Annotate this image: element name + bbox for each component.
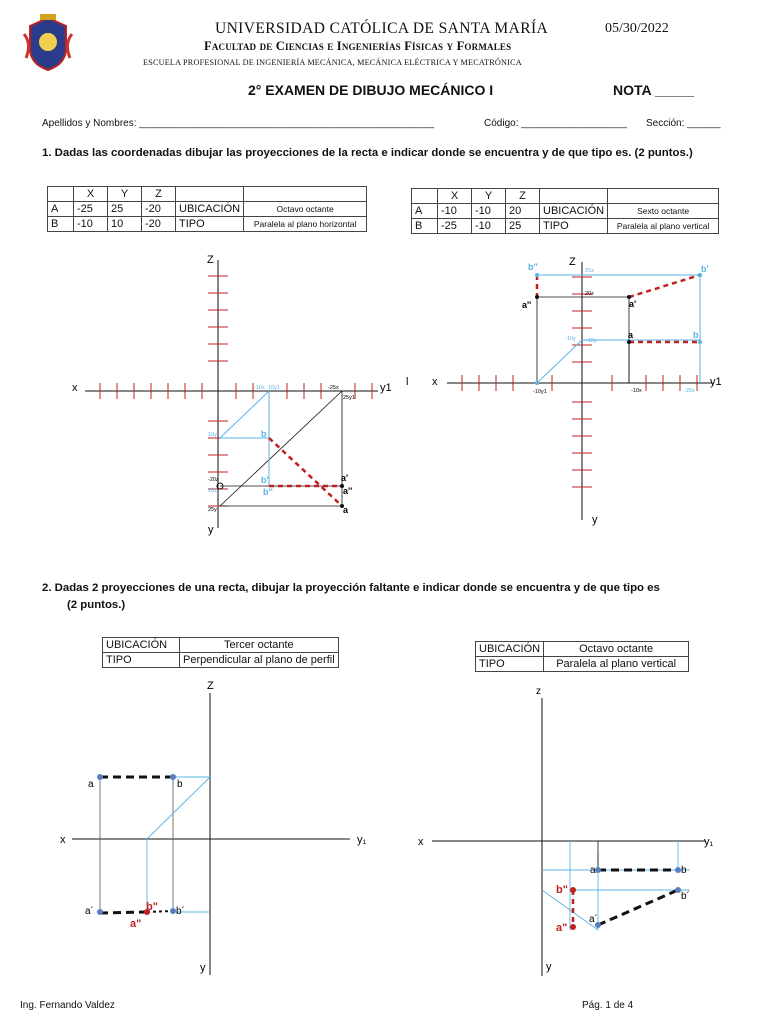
- axis-label-y: y: [592, 514, 598, 526]
- tick-label: -25x: [684, 388, 695, 394]
- point-label-a-prime: a´: [85, 906, 94, 917]
- table-cell: 10: [108, 217, 142, 232]
- table-cell: B: [48, 217, 74, 232]
- tick-label: -10y: [586, 338, 597, 344]
- point-label-a: a: [88, 779, 94, 790]
- table-cell: -20: [142, 217, 176, 232]
- table-row: [412, 219, 719, 234]
- table-cell: UBICACIÓN: [176, 202, 244, 217]
- point-label-a-second: a": [556, 922, 568, 934]
- table-row: [48, 217, 367, 232]
- table-cell: Paralela al plano horizontal: [244, 217, 367, 232]
- q1-left-projection-diagram: [60, 248, 390, 543]
- table-cell: Perpendicular al plano de perfil: [180, 653, 339, 668]
- tick-label: -10x: [254, 385, 265, 391]
- table-cell: -10: [472, 204, 506, 219]
- axis-label-y1: y₁: [704, 836, 714, 848]
- point-label-a-second: a'': [522, 300, 532, 310]
- table-cell: Octavo octante: [544, 642, 689, 657]
- axis-label-z: Z: [207, 254, 214, 266]
- tick-label: 25y1: [343, 395, 355, 401]
- axis-label-y: y: [208, 524, 214, 536]
- table-cell: TIPO: [476, 657, 544, 672]
- axis-label-y1: y1: [710, 376, 722, 388]
- question-2-text-line1: 2. Dadas 2 proyecciones de una recta, dibujar la proyección faltante e indicar donde se encuentra y de que tipo es: [42, 582, 660, 594]
- point-label-b: b: [693, 330, 699, 340]
- axis-label-x: x: [72, 382, 78, 394]
- point-label-a-prime: a´: [589, 914, 598, 925]
- tick-label: 25y: [208, 507, 217, 513]
- table-cell: X: [438, 189, 472, 204]
- table-cell: Octavo octante: [244, 202, 367, 217]
- university-crest-icon: [22, 14, 74, 72]
- table-cell: Paralela al plano vertical: [608, 219, 719, 234]
- table-row: [103, 653, 339, 668]
- table-row: [476, 657, 689, 672]
- point-label-b-second: b": [556, 884, 568, 896]
- point-label-a: a: [628, 330, 634, 340]
- q1-right-projection-diagram: [402, 250, 732, 535]
- point-label-b: b: [261, 429, 267, 439]
- table-row: [412, 204, 719, 219]
- point-label-a-second: a'': [343, 486, 353, 496]
- tick-label: -10y1: [533, 389, 547, 395]
- point-label-a-prime: a': [341, 473, 349, 483]
- table-cell: 20: [506, 204, 540, 219]
- faculty-name: Facultad de Ciencias e Ingenierías Físicas y Formales: [204, 39, 512, 53]
- point-label-a-prime: a': [629, 299, 637, 309]
- question-1-text: 1. Dadas las coordenadas dibujar las proyecciones de la recta e indicar donde se encuentra y de que tipo es. (2 puntos.): [42, 147, 693, 159]
- point-label-b-prime: b': [701, 264, 709, 274]
- tick-label: 10y: [208, 432, 217, 438]
- tick-label: -25x: [328, 385, 339, 391]
- table-cell: [244, 187, 367, 202]
- table-cell: Y: [472, 189, 506, 204]
- table-cell: -25: [438, 219, 472, 234]
- point-label-b-prime: b': [261, 475, 269, 485]
- q2-table-left: [102, 637, 339, 668]
- table-cell: TIPO: [176, 217, 244, 232]
- left-margin-mark: l: [406, 376, 409, 388]
- q2-left-projection-diagram: [50, 675, 380, 980]
- point-label-b: b: [681, 865, 687, 876]
- table-cell: 25: [108, 202, 142, 217]
- axis-label-y1: y1: [380, 382, 392, 394]
- table-cell: -10: [472, 219, 506, 234]
- point-label-a: a: [343, 505, 349, 515]
- point-label-b-prime: b´: [176, 906, 185, 917]
- point-label-b-second: b'': [528, 262, 538, 272]
- point-label-a: a: [590, 865, 596, 876]
- point-label-b: b: [177, 779, 183, 790]
- table-cell: [540, 189, 608, 204]
- table-cell: [48, 187, 74, 202]
- table-header-row: [412, 189, 719, 204]
- axis-label-x: x: [60, 834, 66, 846]
- footer-author: Ing. Fernando Valdez: [20, 1000, 115, 1011]
- axis-label-z: z: [536, 686, 541, 697]
- question-2-text-line2: (2 puntos.): [67, 599, 126, 611]
- table-cell: TIPO: [540, 219, 608, 234]
- table-cell: [608, 189, 719, 204]
- table-cell: A: [48, 202, 74, 217]
- code-field-label: Código: ___________________: [484, 118, 627, 129]
- q2-table-right: [475, 641, 689, 672]
- grade-label: NOTA _____: [613, 82, 694, 98]
- point-label-b-second: b'': [263, 487, 273, 497]
- axis-label-x: x: [432, 376, 438, 388]
- names-field-label: Apellidos y Nombres: _____________________________________________________: [42, 118, 435, 129]
- axis-label-x: x: [418, 836, 424, 848]
- table-cell: TIPO: [103, 653, 180, 668]
- tick-label: -10x: [631, 388, 642, 394]
- table-cell: -10: [438, 204, 472, 219]
- table-cell: B: [412, 219, 438, 234]
- university-name: UNIVERSIDAD CATÓLICA DE SANTA MARÍA: [215, 20, 549, 37]
- point-label-b-second: b": [146, 901, 158, 913]
- exam-date: 05/30/2022: [605, 21, 669, 36]
- tick-label: 20z: [208, 488, 217, 494]
- table-cell: UBICACIÓN: [103, 638, 180, 653]
- axis-label-z: Z: [569, 256, 576, 268]
- table-cell: Sexto octante: [608, 204, 719, 219]
- exam-title: 2° EXAMEN DE DIBUJO MECÁNICO I: [248, 82, 494, 98]
- table-cell: [176, 187, 244, 202]
- table-cell: -20: [142, 202, 176, 217]
- table-row: [103, 638, 339, 653]
- point-label-a-second: a": [130, 918, 142, 930]
- tick-label: 20z: [585, 291, 594, 297]
- tick-label: 10y1: [268, 385, 280, 391]
- page-number: Pág. 1 de 4: [582, 1000, 634, 1011]
- table-row: [48, 202, 367, 217]
- table-cell: -10: [74, 217, 108, 232]
- tick-label: -20z: [208, 477, 219, 483]
- table-header-row: [48, 187, 367, 202]
- q2-right-projection-diagram: [410, 680, 730, 980]
- axis-label-y1: y₁: [357, 834, 367, 846]
- axis-label-z: Z: [207, 680, 214, 692]
- table-cell: X: [74, 187, 108, 202]
- table-cell: A: [412, 204, 438, 219]
- table-cell: Z: [506, 189, 540, 204]
- table-cell: [412, 189, 438, 204]
- table-cell: Paralela al plano vertical: [544, 657, 689, 672]
- table-cell: Tercer octante: [180, 638, 339, 653]
- table-cell: UBICACIÓN: [476, 642, 544, 657]
- table-cell: Z: [142, 187, 176, 202]
- tick-label: -10y: [565, 336, 576, 342]
- school-name: ESCUELA PROFESIONAL DE INGENIERÍA MECÁNICA, MECÁNICA ELÉCTRICA Y MECATRÓNICA: [143, 58, 522, 67]
- q1-table-left: [47, 186, 367, 232]
- table-cell: -25: [74, 202, 108, 217]
- point-label-b-prime: b´: [681, 891, 690, 902]
- table-cell: Y: [108, 187, 142, 202]
- axis-ticks: [462, 277, 697, 487]
- table-cell: UBICACIÓN: [540, 204, 608, 219]
- table-cell: 25: [506, 219, 540, 234]
- axis-label-y: y: [546, 961, 552, 973]
- section-field-label: Sección: ______: [646, 118, 721, 129]
- tick-label: 25z: [585, 268, 594, 274]
- q1-table-right: [411, 188, 719, 234]
- table-row: [476, 642, 689, 657]
- axis-label-y: y: [200, 962, 206, 974]
